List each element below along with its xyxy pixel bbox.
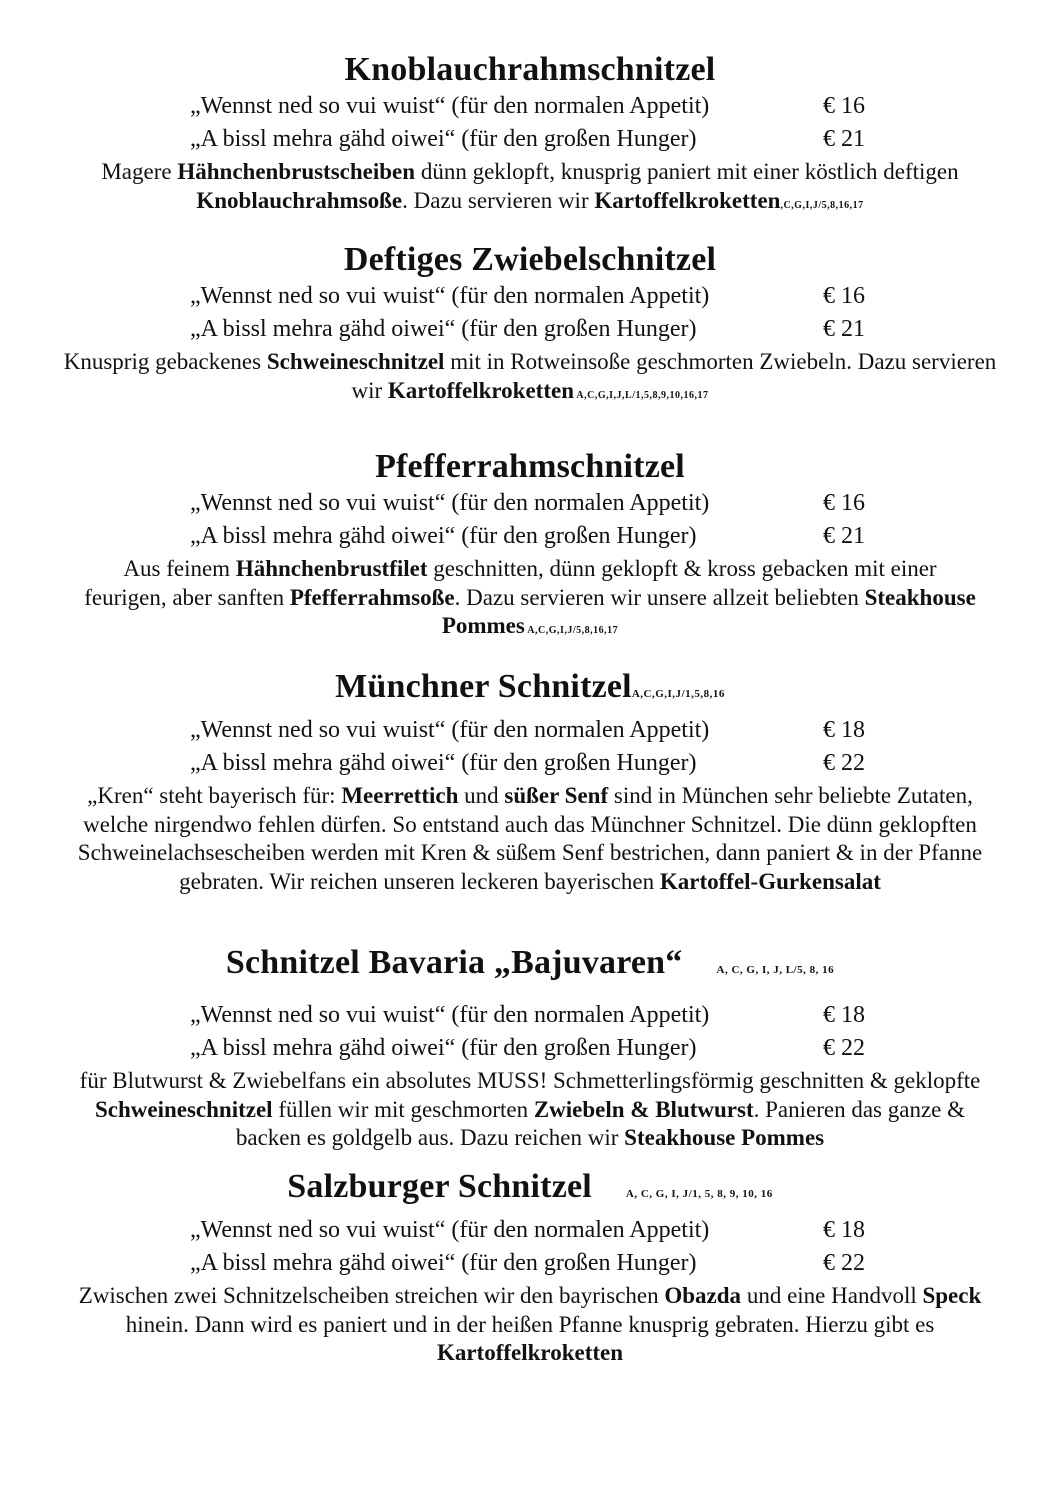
desc-highlight: Hähnchenbrustscheiben: [177, 159, 416, 184]
portion-label: „A bissl mehra gähd oiwei“ (für den großen Hunger): [190, 316, 697, 342]
portion-label: „Wennst ned so vui wuist“ (für den normalen Appetit): [190, 490, 710, 516]
desc-highlight: Kartoffelkroketten: [387, 377, 574, 403]
dish-description: [0, 1067, 1060, 1153]
portion-row-large: [0, 747, 1060, 780]
desc-highlight: Zwiebeln & Blutwurst: [533, 1096, 754, 1122]
desc-text: „Kren“ steht bayerisch für:: [87, 783, 342, 808]
portion-row-normal: [0, 1214, 1060, 1247]
dish-zwiebelschnitzel: [0, 240, 1060, 410]
dish-description: [0, 782, 1060, 896]
portion-label: „Wennst ned so vui wuist“ (für den normalen Appetit): [190, 93, 710, 119]
desc-highlight: Schweineschnitzel: [94, 1096, 273, 1122]
portion-price: € 16: [823, 283, 865, 309]
portion-price: € 16: [823, 93, 865, 119]
portion-row-large: [0, 313, 1060, 346]
desc-text: Knusprig gebackenes: [63, 349, 267, 374]
dish-muenchner-schnitzel: [0, 667, 1060, 896]
dish-title-text: Deftiges Zwiebelschnitzel: [343, 241, 717, 278]
portion-price: € 22: [823, 1035, 865, 1061]
desc-text: dünn geklopft, knusprig paniert mit einer köstlich deftigen: [415, 159, 959, 184]
dish-title: [0, 1167, 1060, 1214]
desc-highlight: Steakhouse Pommes: [441, 584, 976, 638]
portion-price: € 18: [823, 1002, 865, 1028]
dish-title-text: Knoblauchrahmschnitzel: [344, 51, 716, 88]
desc-text: und eine Handvoll: [741, 1283, 923, 1308]
allergen-codes: A, C, G, I, J/1, 5, 8, 9, 10, 16: [625, 1188, 773, 1200]
dish-description: [0, 1282, 1060, 1368]
desc-text: . Panieren das ganze & backen es goldgelb aus. Dazu reichen wir: [235, 1096, 966, 1150]
desc-text: . Dazu servieren wir: [402, 187, 595, 213]
portion-label: „A bissl mehra gähd oiwei“ (für den großen Hunger): [190, 1250, 697, 1276]
portion-row-normal: [0, 90, 1060, 123]
portion-row-large: [0, 1032, 1060, 1065]
dish-title-text: Pfefferrahmschnitzel: [375, 448, 685, 485]
allergen-codes: A,C,G,I,J/5,8,16,17: [524, 625, 619, 636]
desc-highlight: Kartoffelkroketten: [436, 1340, 624, 1365]
desc-text: und: [458, 783, 505, 808]
portion-row-normal: [0, 487, 1060, 520]
portion-label: „A bissl mehra gähd oiwei“ (für den großen Hunger): [190, 126, 697, 152]
portion-label: „Wennst ned so vui wuist“ (für den normalen Appetit): [190, 283, 710, 309]
desc-text: . Dazu servieren wir unsere allzeit beliebten: [454, 584, 865, 610]
desc-highlight: Kartoffelkroketten: [594, 187, 781, 213]
desc-highlight: Meerrettich: [341, 783, 459, 808]
desc-text: hinein. Dann wird es paniert und in der heißen Pfanne knusprig gebraten. Hierzu gibt es: [125, 1311, 935, 1337]
portion-price: € 18: [823, 717, 865, 743]
portion-label: „A bissl mehra gähd oiwei“ (für den großen Hunger): [190, 750, 697, 776]
portion-price: € 21: [823, 523, 865, 549]
dish-description: [0, 555, 1060, 646]
desc-highlight: süßer Senf: [504, 783, 609, 808]
desc-text: sind in München sehr beliebte Zutaten, welche nirgendwo fehlen dürfen. So entstand auch das Münchner Schnitzel. Die dünn geklopften Schweinelachsescheiben werden mit Kren & süßem Senf bestrichen, dann paniert & in der Pfanne gebraten. Wir reichen unseren leckeren bayerischen: [77, 783, 983, 894]
dish-title-text: Salzburger Schnitzel: [287, 1168, 592, 1205]
portion-label: „A bissl mehra gähd oiwei“ (für den großen Hunger): [190, 523, 697, 549]
desc-highlight: Pfefferrahmsoße: [289, 584, 455, 610]
allergen-codes: A,C,G,I,J/1,5,8,16: [631, 688, 725, 700]
desc-highlight: Hähnchenbrustfilet: [235, 556, 428, 581]
dish-knoblauchrahmschnitzel: [0, 50, 1060, 220]
portion-row-large: [0, 1247, 1060, 1280]
dish-description: [0, 348, 1060, 410]
desc-highlight: Obazda: [664, 1283, 742, 1308]
portion-row-normal: [0, 999, 1060, 1032]
portion-row-normal: [0, 280, 1060, 313]
portion-price: € 16: [823, 490, 865, 516]
portion-price: € 18: [823, 1217, 865, 1243]
allergen-codes: A, C, G, I, J, L/5, 8, 16: [716, 964, 835, 976]
desc-text: füllen wir mit geschmorten: [272, 1096, 534, 1122]
portion-price: € 22: [823, 1250, 865, 1276]
portion-price: € 21: [823, 126, 865, 152]
dish-title: [0, 943, 1060, 990]
portion-label: „Wennst ned so vui wuist“ (für den normalen Appetit): [190, 1217, 710, 1243]
desc-highlight: Knoblauchrahmsoße: [196, 187, 403, 213]
dish-schnitzel-bavaria: [0, 943, 1060, 1153]
portion-row-large: [0, 520, 1060, 553]
desc-text: für Blutwurst & Zwiebelfans ein absolutes MUSS! Schmetterlingsförmig geschnitten & geklopfte: [79, 1068, 981, 1093]
portion-label: „A bissl mehra gähd oiwei“ (für den großen Hunger): [190, 1035, 697, 1061]
desc-highlight: Speck: [922, 1283, 982, 1308]
dish-title: [0, 447, 1060, 487]
desc-highlight: Kartoffel-Gurkensalat: [659, 868, 881, 894]
dish-title-text: Münchner Schnitzel: [335, 668, 632, 705]
desc-highlight: Schweineschnitzel: [266, 349, 445, 374]
desc-text: Magere: [101, 159, 178, 184]
dish-title: [0, 240, 1060, 280]
allergen-codes: A,C,G,I,J,L/1,5,8,9,10,16,17: [573, 389, 709, 401]
portion-label: „Wennst ned so vui wuist“ (für den normalen Appetit): [190, 717, 710, 743]
desc-text: Zwischen zwei Schnitzelscheiben streichen wir den bayrischen: [78, 1283, 665, 1308]
portion-row-normal: [0, 714, 1060, 747]
desc-highlight: Steakhouse Pommes: [624, 1125, 825, 1150]
dish-salzburger-schnitzel: [0, 1167, 1060, 1368]
allergen-codes: ,C,G,I,J/5,8,16,17: [780, 199, 864, 211]
desc-text: geschnitten, dünn geklopft & kross gebacken mit einer feurigen, aber sanften: [84, 556, 937, 610]
dish-title-text: Schnitzel Bavaria „Bajuvaren“: [225, 944, 683, 981]
dish-pfefferrahmschnitzel: [0, 447, 1060, 646]
dish-description: [0, 158, 1060, 220]
portion-row-large: [0, 123, 1060, 156]
desc-text: Aus feinem: [123, 556, 236, 581]
dish-title: [0, 667, 1060, 714]
portion-price: € 21: [823, 316, 865, 342]
dish-title: [0, 50, 1060, 90]
portion-label: „Wennst ned so vui wuist“ (für den normalen Appetit): [190, 1002, 710, 1028]
desc-text: mit in Rotweinsoße geschmorten Zwiebeln. Dazu servieren wir: [351, 349, 997, 403]
portion-price: € 22: [823, 750, 865, 776]
